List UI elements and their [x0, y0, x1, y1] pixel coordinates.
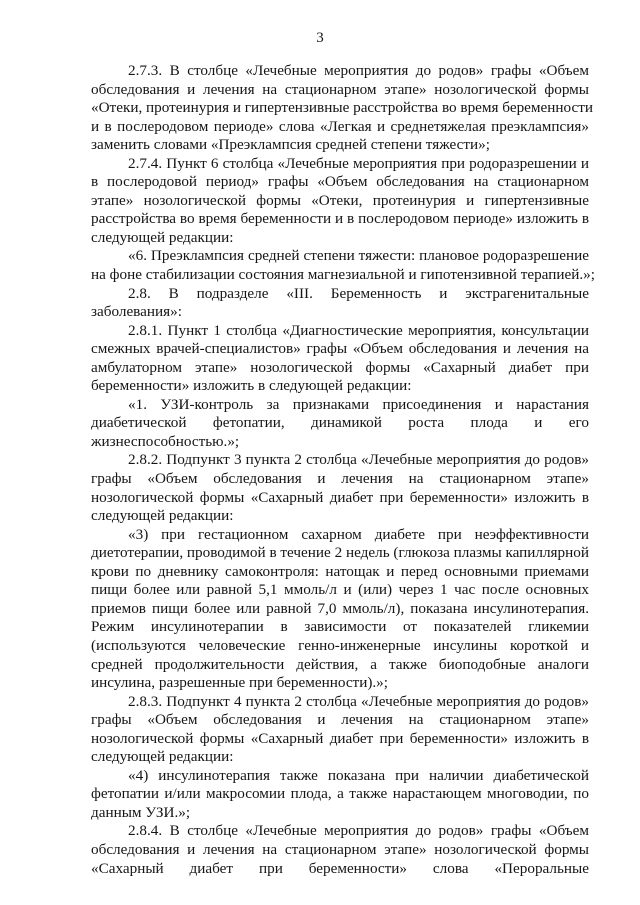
- text-line: 2.7.3. В столбце «Лечебные мероприятия до родов» графы «Объем: [128, 62, 589, 79]
- text-line: на фоне стабилизации состояния магнезиальной и гипотензивной терапией.»;: [91, 266, 595, 284]
- text-line: (используются человеческие генно-инженерные инсулины короткой и: [91, 636, 589, 654]
- text-line: крови по дневнику самоконтроля: натощак и перед основными приемами: [91, 562, 589, 580]
- text-line: 2.8.1. Пункт 1 столбца «Диагностические мероприятия, консультации: [128, 321, 589, 339]
- paragraph-2-8-3: [91, 693, 589, 767]
- text-line: данным УЗИ.»;: [91, 803, 191, 821]
- text-line: 2.8.3. Подпункт 4 пункта 2 столбца «Лечебные мероприятия до родов»: [128, 692, 589, 710]
- paragraph-quote-1: [91, 396, 589, 452]
- text-line: диетотерапии, проводимой в течение 2 недель (глюкоза плазмы капиллярной: [91, 544, 589, 562]
- document-body: [91, 62, 595, 878]
- text-line: этапе» нозологической формы «Отеки, протеинурия и гипертензивные: [91, 191, 589, 209]
- text-line: смежных врачей-специалистов» графы «Объем обследования и лечения на: [91, 340, 589, 358]
- text-line: «Отеки, протеинурия и гипертензивные расстройства во время беременности: [91, 99, 593, 117]
- text-line: расстройства во время беременности и в послеродовом периоде» изложить в: [91, 210, 589, 228]
- text-line: инсулина, разрешенные при беременности).»;: [91, 674, 388, 692]
- paragraph-2-8: [91, 285, 589, 322]
- text-line: 2.8.4. В столбце «Лечебные мероприятия до родов» графы «Объем: [128, 822, 589, 840]
- text-line: следующей редакции:: [91, 507, 234, 525]
- text-line: «1. УЗИ-контроль за признаками присоединения и нарастания: [128, 395, 589, 413]
- text-line: 2.8.2. Подпункт 3 пункта 2 столбца «Лечебные мероприятия до родов»: [128, 451, 589, 469]
- text-line: приемов пищи более или равной 7,0 ммоль/л), показана инсулинотерапия.: [91, 599, 589, 617]
- text-line: «4) инсулинотерапия также показана при наличии диабетической: [128, 766, 589, 784]
- text-line: диабетической фетопатии, динамикой роста плода и его: [91, 414, 589, 432]
- paragraph-2-8-2: [91, 451, 589, 525]
- text-line: нозологической формы «Сахарный диабет при беременности» изложить в: [91, 729, 589, 747]
- text-line: обследования и лечения на стационарном этапе» нозологической формы: [91, 80, 589, 98]
- text-line: «6. Преэклампсия средней степени тяжести: плановое родоразрешение: [128, 247, 589, 265]
- text-line: графы «Объем обследования и лечения на стационарном этапе»: [91, 470, 589, 488]
- paragraph-quote-6: [91, 247, 595, 284]
- text-line: заменить словами «Преэклампсия средней степени тяжести»;: [91, 136, 490, 154]
- text-line: следующей редакции:: [91, 748, 234, 766]
- paragraph-quote-3: [91, 526, 589, 693]
- text-line: в послеродовой период» графы «Объем обследования на стационарном: [91, 173, 589, 191]
- text-line: жизнеспособностью.»;: [91, 432, 240, 450]
- text-line: амбулаторном этапе» нозологической формы «Сахарный диабет при: [91, 358, 589, 376]
- text-line: заболевания»:: [91, 303, 182, 321]
- text-line: 2.8. В подразделе «III. Беременность и экстрагенитальные: [128, 284, 589, 302]
- text-line: пищи более или равной 5,1 ммоль/л и (или) через 1 час после основных: [91, 581, 589, 599]
- text-line: следующей редакции:: [91, 228, 234, 246]
- text-line: средней продолжительности действия, а также биоподобные аналоги: [91, 655, 589, 673]
- text-line: беременности» изложить в следующей редакции:: [91, 377, 412, 395]
- text-line: и в послеродовом периоде» слова «Легкая и среднетяжелая преэклампсия»: [91, 117, 589, 135]
- paragraph-2-7-4: [91, 155, 589, 248]
- text-line: Режим инсулинотерапии в зависимости от показателей гликемии: [91, 618, 589, 636]
- paragraph-2-8-4: [91, 822, 589, 878]
- text-line: графы «Объем обследования и лечения на стационарном этапе»: [91, 711, 589, 729]
- text-line: нозологической формы «Сахарный диабет при беременности» изложить в: [91, 488, 589, 506]
- page-number: 3: [316, 30, 324, 46]
- paragraph-2-8-1: [91, 322, 589, 396]
- text-line: «Сахарный диабет при беременности» слова «Пероральные: [91, 859, 589, 877]
- text-line: фетопатии и/или макросомии плода, а также нарастающем многоводии, по: [91, 785, 589, 803]
- text-line: 2.7.4. Пункт 6 столбца «Лечебные мероприятия при родоразрешении и: [128, 154, 589, 172]
- paragraph-2-7-3: [91, 62, 593, 155]
- text-line: обследования и лечения на стационарном этапе» нозологической формы: [91, 840, 589, 858]
- paragraph-quote-4: [91, 767, 589, 823]
- text-line: «3) при гестационном сахарном диабете при неэффективности: [128, 525, 589, 543]
